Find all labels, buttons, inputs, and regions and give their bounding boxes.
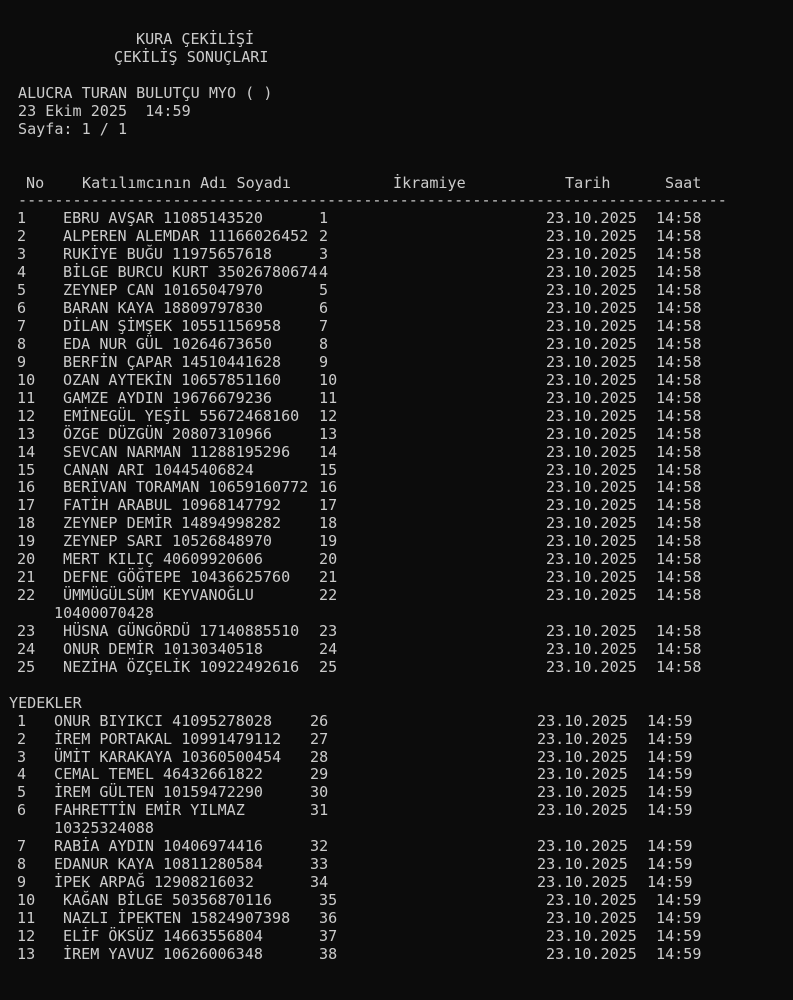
- participant-name: BİLGE BURCU KURT 35026780674: [63, 263, 318, 282]
- row-number: 2: [17, 227, 27, 246]
- draw-date: 23.10.2025: [546, 406, 637, 425]
- row-number: 11: [17, 388, 36, 407]
- report-datetime: 23 Ekim 2025 14:59: [18, 101, 191, 120]
- row-number: 9: [17, 873, 27, 892]
- prize-number: 37: [319, 926, 338, 945]
- winner-row: [0, 390, 793, 408]
- draw-time: 14:58: [656, 496, 702, 515]
- reserve-row: [0, 856, 793, 874]
- participant-name: İREM YAVUZ 10626006348: [63, 944, 263, 963]
- row-number: 14: [17, 442, 36, 461]
- prize-number: 17: [319, 496, 338, 515]
- winner-row: [0, 426, 793, 444]
- separator-row: [0, 192, 793, 210]
- participant-name: ONUR DEMİR 10130340518: [63, 639, 263, 658]
- draw-time: 14:58: [656, 209, 702, 228]
- participant-name: GAMZE AYDIN 19676679236: [63, 388, 273, 407]
- participant-name: BERİVAN TORAMAN 10659160772: [63, 478, 309, 497]
- draw-time: 14:58: [656, 442, 702, 461]
- participant-name: ONUR BIYIKCI 41095278028: [54, 711, 273, 730]
- draw-date: 23.10.2025: [537, 711, 628, 730]
- row-number: 21: [17, 568, 36, 587]
- prize-number: 35: [319, 891, 338, 909]
- row-number: 10: [17, 370, 36, 389]
- participant-name: EDA NUR GÜL 10264673650: [63, 334, 273, 353]
- header-name: Katılımcının Adı Soyadı: [82, 173, 292, 192]
- draw-time: 14:58: [656, 460, 702, 479]
- participant-name-continued: 10325324088: [54, 819, 154, 838]
- prize-number: 13: [319, 424, 338, 443]
- reserve-row: [0, 802, 793, 820]
- draw-time: 14:59: [656, 926, 702, 945]
- row-number: 7: [17, 317, 27, 335]
- participant-name: ELİF ÖKSÜZ 14663556804: [63, 926, 263, 945]
- winner-row: [0, 551, 793, 569]
- draw-date: 23.10.2025: [546, 209, 637, 228]
- draw-date: 23.10.2025: [537, 747, 628, 766]
- subtitle-line: [0, 49, 793, 67]
- prize-number: 27: [310, 729, 329, 748]
- prize-number: 29: [310, 765, 329, 784]
- header-time: Saat: [665, 173, 702, 192]
- row-number: 18: [17, 514, 36, 533]
- draw-time: 14:59: [647, 765, 693, 784]
- institution-line: [0, 85, 793, 103]
- title-line: [0, 31, 793, 49]
- prize-number: 2: [319, 227, 329, 246]
- reserve-row: [0, 731, 793, 749]
- draw-date: 23.10.2025: [537, 801, 628, 820]
- winner-row-continuation: [0, 605, 793, 623]
- draw-date: 23.10.2025: [537, 729, 628, 748]
- prize-number: 25: [319, 657, 338, 676]
- participant-name: ZEYNEP DEMİR 14894998282: [63, 514, 282, 533]
- winner-row: [0, 497, 793, 515]
- prize-number: 31: [310, 801, 329, 820]
- draw-date: 23.10.2025: [537, 837, 628, 856]
- header-date: Tarih: [565, 173, 611, 192]
- prize-number: 10: [319, 370, 338, 389]
- draw-time: 14:58: [656, 263, 702, 282]
- draw-time: 14:58: [656, 550, 702, 569]
- winner-row: [0, 479, 793, 497]
- draw-date: 23.10.2025: [546, 317, 637, 335]
- draw-date: 23.10.2025: [546, 891, 637, 909]
- participant-name-continued: 10400070428: [54, 604, 154, 622]
- participant-name: NEZİHA ÖZÇELİK 10922492616: [63, 657, 300, 676]
- draw-time: 14:58: [656, 352, 702, 371]
- draw-time: 14:59: [647, 837, 693, 856]
- draw-time: 14:58: [656, 245, 702, 264]
- draw-time: 14:58: [656, 424, 702, 443]
- participant-name: EBRU AVŞAR 11085143520: [63, 209, 263, 228]
- participant-name: MERT KILIÇ 40609920606: [63, 550, 263, 569]
- page-line: [0, 121, 793, 139]
- participant-name: CANAN ARI 10445406824: [63, 460, 254, 479]
- reserve-row: [0, 784, 793, 802]
- reserve-row: [0, 838, 793, 856]
- draw-time: 14:58: [656, 317, 702, 335]
- row-number: 15: [17, 460, 36, 479]
- row-number: 1: [17, 209, 27, 228]
- winner-row: [0, 623, 793, 641]
- participant-name: RABİA AYDIN 10406974416: [54, 837, 264, 856]
- prize-number: 15: [319, 460, 338, 479]
- winner-row: [0, 318, 793, 336]
- row-number: 20: [17, 550, 36, 569]
- draw-date: 23.10.2025: [546, 496, 637, 515]
- row-number: 23: [17, 621, 36, 640]
- winner-row: [0, 354, 793, 372]
- draw-time: 14:59: [647, 801, 693, 820]
- draw-time: 14:59: [656, 908, 702, 927]
- row-number: 3: [17, 747, 27, 766]
- row-number: 12: [17, 926, 36, 945]
- blank-line: [0, 157, 793, 175]
- draw-time: 14:58: [656, 621, 702, 640]
- participant-name: ALPEREN ALEMDAR 11166026452: [63, 227, 309, 246]
- row-number: 24: [17, 639, 36, 658]
- draw-time: 14:59: [656, 944, 702, 963]
- participant-name: KAĞAN BİLGE 50356870116: [63, 891, 273, 909]
- winner-row: [0, 336, 793, 354]
- prize-number: 16: [319, 478, 338, 497]
- draw-time: 14:58: [656, 639, 702, 658]
- participant-name: DEFNE GÖĞTEPE 10436625760: [63, 568, 291, 587]
- row-number: 13: [17, 424, 36, 443]
- draw-date: 23.10.2025: [546, 639, 637, 658]
- prize-number: 7: [319, 317, 329, 335]
- row-number: 5: [17, 281, 27, 300]
- draw-time: 14:59: [647, 783, 693, 802]
- prize-number: 3: [319, 245, 329, 264]
- row-number: 19: [17, 532, 36, 551]
- winner-row: [0, 533, 793, 551]
- row-number: 22: [17, 586, 36, 605]
- row-number: 17: [17, 496, 36, 515]
- draw-date: 23.10.2025: [546, 657, 637, 676]
- winner-row: [0, 210, 793, 228]
- draw-date: 23.10.2025: [546, 388, 637, 407]
- participant-name: SEVCAN NARMAN 11288195296: [63, 442, 291, 461]
- prize-number: 26: [310, 711, 329, 730]
- reserves-heading-line: [0, 695, 793, 713]
- draw-date: 23.10.2025: [546, 586, 637, 605]
- draw-time: 14:59: [647, 855, 693, 874]
- draw-date: 23.10.2025: [546, 478, 637, 497]
- draw-time: 14:59: [647, 729, 693, 748]
- prize-number: 28: [310, 747, 329, 766]
- row-number: 1: [17, 711, 27, 730]
- prize-number: 14: [319, 442, 338, 461]
- row-number: 13: [17, 944, 36, 963]
- participant-name: RUKİYE BUĞU 11975657618: [63, 245, 273, 264]
- winner-row: [0, 264, 793, 282]
- row-number: 4: [17, 263, 27, 282]
- draw-date: 23.10.2025: [546, 550, 637, 569]
- draw-time: 14:58: [656, 478, 702, 497]
- reserve-row: [0, 928, 793, 946]
- reserve-row: [0, 749, 793, 767]
- draw-time: 14:58: [656, 657, 702, 676]
- blank-line: [0, 67, 793, 85]
- winner-row: [0, 515, 793, 533]
- row-number: 8: [17, 855, 27, 874]
- reserve-row: [0, 910, 793, 928]
- blank-line: [0, 677, 793, 695]
- draw-date: 23.10.2025: [546, 532, 637, 551]
- prize-number: 24: [319, 639, 338, 658]
- winner-row: [0, 641, 793, 659]
- draw-date: 23.10.2025: [546, 621, 637, 640]
- draw-time: 14:59: [647, 711, 693, 730]
- draw-time: 14:58: [656, 299, 702, 318]
- reserves-heading: YEDEKLER: [9, 693, 82, 712]
- draw-date: 23.10.2025: [546, 245, 637, 264]
- prize-number: 18: [319, 514, 338, 533]
- prize-number: 12: [319, 406, 338, 425]
- prize-number: 9: [319, 352, 329, 371]
- prize-number: 19: [319, 532, 338, 551]
- participant-name: FAHRETTİN EMİR YILMAZ: [54, 801, 245, 820]
- draw-time: 14:58: [656, 370, 702, 389]
- draw-time: 14:58: [656, 514, 702, 533]
- row-number: 3: [17, 245, 27, 264]
- winner-row: [0, 228, 793, 246]
- prize-number: 20: [319, 550, 338, 569]
- draw-date: 23.10.2025: [537, 765, 628, 784]
- participant-name: ÖZGE DÜZGÜN 20807310966: [63, 424, 273, 443]
- draw-date: 23.10.2025: [537, 873, 628, 892]
- separator-line: ------------------------------------------------------------------------------: [18, 191, 727, 210]
- participant-name: FATİH ARABUL 10968147792: [63, 496, 282, 515]
- winner-row: [0, 282, 793, 300]
- page-indicator: Sayfa: 1 / 1: [18, 119, 128, 138]
- reserve-row-continuation: [0, 820, 793, 838]
- draw-time: 14:58: [656, 227, 702, 246]
- table-header: [0, 175, 793, 193]
- header-prize: İkramiye: [393, 173, 466, 192]
- participant-name: EMİNEGÜL YEŞİL 55672468160: [63, 406, 300, 425]
- draw-time: 14:58: [656, 406, 702, 425]
- draw-time: 14:58: [656, 586, 702, 605]
- draw-time: 14:58: [656, 568, 702, 587]
- prize-number: 38: [319, 944, 338, 963]
- prize-number: 6: [319, 299, 329, 318]
- draw-date: 23.10.2025: [546, 334, 637, 353]
- reserves-list: [0, 713, 793, 964]
- prize-number: 21: [319, 568, 338, 587]
- reserve-row: [0, 713, 793, 731]
- draw-date: 23.10.2025: [546, 424, 637, 443]
- row-number: 5: [17, 783, 27, 802]
- draw-time: 14:58: [656, 388, 702, 407]
- draw-time: 14:59: [647, 873, 693, 892]
- draw-time: 14:59: [647, 747, 693, 766]
- draw-date: 23.10.2025: [537, 783, 628, 802]
- participant-name: ZEYNEP SARI 10526848970: [63, 532, 273, 551]
- winner-row: [0, 569, 793, 587]
- institution-name: ALUCRA TURAN BULUTÇU MYO ( ): [18, 83, 273, 102]
- blank-line: [0, 139, 793, 157]
- participant-name: EDANUR KAYA 10811280584: [54, 855, 264, 874]
- draw-date: 23.10.2025: [546, 370, 637, 389]
- draw-date: 23.10.2025: [546, 568, 637, 587]
- prize-number: 30: [310, 783, 329, 802]
- row-number: 2: [17, 729, 27, 748]
- participant-name: ÜMMÜGÜLSÜM KEYVANOĞLU: [63, 586, 254, 605]
- participant-name: İREM GÜLTEN 10159472290: [54, 783, 264, 802]
- row-number: 6: [17, 801, 27, 820]
- prize-number: 11: [319, 388, 338, 407]
- draw-date: 23.10.2025: [546, 514, 637, 533]
- row-number: 7: [17, 837, 27, 856]
- row-number: 6: [17, 299, 27, 318]
- winner-row: [0, 444, 793, 462]
- participant-name: ÜMİT KARAKAYA 10360500454: [54, 747, 282, 766]
- prize-number: 32: [310, 837, 329, 856]
- row-number: 8: [17, 334, 27, 353]
- prize-number: 1: [319, 209, 329, 228]
- participant-name: ZEYNEP CAN 10165047970: [63, 281, 263, 300]
- prize-number: 33: [310, 855, 329, 874]
- winner-row: [0, 372, 793, 390]
- row-number: 9: [17, 352, 27, 371]
- reserve-row: [0, 892, 793, 910]
- draw-date: 23.10.2025: [546, 944, 637, 963]
- reserve-row: [0, 874, 793, 892]
- reserve-row: [0, 946, 793, 964]
- winner-row: [0, 587, 793, 605]
- report-title: KURA ÇEKİLİŞİ: [136, 30, 255, 48]
- draw-date: 23.10.2025: [546, 908, 637, 927]
- draw-date: 23.10.2025: [546, 352, 637, 371]
- draw-date: 23.10.2025: [546, 281, 637, 300]
- draw-time: 14:58: [656, 334, 702, 353]
- draw-date: 23.10.2025: [546, 460, 637, 479]
- participant-name: BERFİN ÇAPAR 14510441628: [63, 352, 282, 371]
- header-no: No: [26, 173, 45, 192]
- draw-time: 14:58: [656, 281, 702, 300]
- winner-row: [0, 659, 793, 677]
- participant-name: BARAN KAYA 18809797830: [63, 299, 263, 318]
- participant-name: OZAN AYTEKİN 10657851160: [63, 370, 282, 389]
- prize-number: 34: [310, 873, 329, 892]
- row-number: 16: [17, 478, 36, 497]
- draw-date: 23.10.2025: [537, 855, 628, 874]
- row-number: 25: [17, 657, 36, 676]
- draw-time: 14:59: [656, 891, 702, 909]
- draw-time: 14:58: [656, 532, 702, 551]
- draw-date: 23.10.2025: [546, 926, 637, 945]
- winner-row: [0, 246, 793, 264]
- prize-number: 22: [319, 586, 338, 605]
- prize-number: 5: [319, 281, 329, 300]
- winners-list: [0, 210, 793, 676]
- draw-date: 23.10.2025: [546, 227, 637, 246]
- participant-name: CEMAL TEMEL 46432661822: [54, 765, 264, 784]
- participant-name: NAZLI İPEKTEN 15824907398: [63, 908, 291, 927]
- draw-date: 23.10.2025: [546, 442, 637, 461]
- prize-number: 8: [319, 334, 329, 353]
- winner-row: [0, 462, 793, 480]
- draw-date: 23.10.2025: [546, 299, 637, 318]
- participant-name: İREM PORTAKAL 10991479112: [54, 729, 282, 748]
- winner-row: [0, 408, 793, 426]
- participant-name: HÜSNA GÜNGÖRDÜ 17140885510: [63, 621, 300, 640]
- prize-number: 23: [319, 621, 338, 640]
- row-number: 11: [17, 908, 36, 927]
- row-number: 10: [17, 891, 36, 909]
- reserve-row: [0, 766, 793, 784]
- prize-number: 4: [319, 263, 329, 282]
- draw-date: 23.10.2025: [546, 263, 637, 282]
- row-number: 4: [17, 765, 27, 784]
- prize-number: 36: [319, 908, 338, 927]
- datetime-line: [0, 103, 793, 121]
- winner-row: [0, 300, 793, 318]
- participant-name: İPEK ARPAĞ 12908216032: [54, 873, 254, 892]
- report-subtitle: ÇEKİLİŞ SONUÇLARI: [114, 47, 269, 66]
- row-number: 12: [17, 406, 36, 425]
- participant-name: DİLAN ŞİMŞEK 10551156958: [63, 317, 282, 335]
